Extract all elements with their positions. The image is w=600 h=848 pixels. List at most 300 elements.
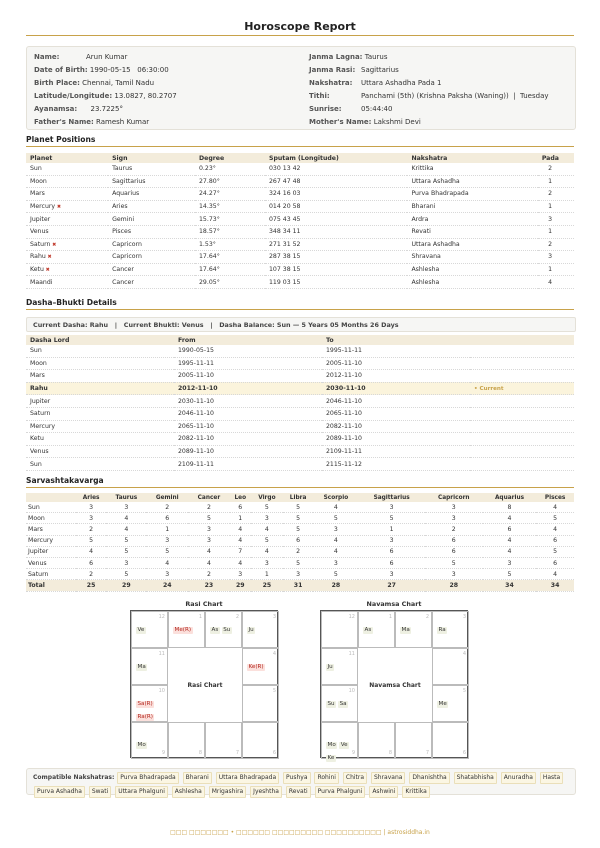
sarva-cell: 3 [251, 557, 283, 568]
sarva-cell: 4 [188, 557, 229, 568]
sarva-cell: 5 [313, 513, 358, 524]
chart-house [168, 722, 205, 759]
dasha-to-cell: 2065-11-10 [322, 407, 470, 420]
table-row [26, 163, 574, 175]
chart-house [242, 611, 279, 648]
father-label: Father's Name: [34, 118, 94, 126]
planet-sputam-cell: 075 43 45 [265, 213, 407, 226]
chart-house [205, 611, 242, 648]
sarva-cell: 6 [283, 535, 314, 546]
dasha-summary: Current Dasha: Rahu | Current Bhukti: Venus | Dasha Balance: Sun — 5 Years 05 Months 26 Days [33, 321, 399, 329]
planet-col-header: Planet [26, 153, 108, 163]
table-row [26, 569, 574, 580]
house-number: 8 [388, 750, 392, 756]
dasha-current-cell [470, 407, 574, 420]
planet-table-header [26, 153, 574, 163]
table-row [26, 345, 574, 357]
place-row [34, 79, 154, 87]
chart-house [358, 611, 395, 648]
table-row [26, 200, 574, 213]
table-row [26, 370, 574, 383]
dasha-from-cell: 2109-11-11 [174, 458, 322, 471]
dasha-current-cell [470, 370, 574, 383]
planet-pada-cell: 2 [538, 188, 574, 201]
planet-degree-cell: 27.80° [195, 175, 265, 188]
dasha-lord-cell: Venus [26, 445, 174, 458]
sarva-col-header: Aquarius [483, 493, 536, 502]
latlon-row [34, 92, 177, 100]
house-number: 2 [425, 614, 429, 620]
planet-degree-cell: 18.57° [195, 225, 265, 238]
sarva-divider [26, 487, 574, 488]
dasha-current-cell [470, 433, 574, 446]
table-row [26, 395, 574, 408]
sarva-cell: 4 [106, 513, 146, 524]
planet-name: Mercury [30, 203, 56, 211]
table-row [26, 175, 574, 188]
sarva-cell: 28 [313, 580, 358, 591]
sarva-cell: 2 [283, 546, 314, 557]
table-row [26, 513, 574, 524]
sarva-cell: 6 [358, 546, 424, 557]
house-planets [436, 622, 466, 635]
dasha-from-cell: 2089-11-10 [174, 445, 322, 458]
house-planets [246, 659, 276, 672]
mother-value: Lakshmi Devi [373, 118, 421, 126]
tithi-label: Tithi: [309, 92, 330, 100]
rasi-chart [130, 610, 278, 758]
sarva-cell: 4 [106, 524, 146, 535]
sarva-cell: 3 [358, 502, 424, 513]
sarva-col-header: Taurus [106, 493, 146, 502]
sarva-heading: Sarvashtakavarga [26, 476, 104, 485]
planet-degree-cell: 14.35° [195, 200, 265, 213]
planet-chip: Ke(R) [248, 664, 264, 670]
chart-house [131, 648, 168, 685]
lagna-label: Janma Lagna: [309, 53, 363, 61]
dasha-from-cell: 2030-11-10 [174, 395, 322, 408]
table-row [26, 251, 574, 264]
sarva-cell: Total [26, 580, 76, 591]
planet-sputam-cell: 271 31 52 [265, 238, 407, 251]
sarva-table [26, 493, 574, 592]
chart-house [358, 722, 395, 759]
nakshatra-chip: Uttara Phalguni [115, 786, 168, 798]
dasha-to-cell: 1995-11-11 [322, 345, 470, 357]
dasha-lord-cell: Mars [26, 370, 174, 383]
chart-house [321, 648, 358, 685]
dasha-lord-cell: Rahu [26, 382, 174, 395]
dasha-to-cell: 2089-11-10 [322, 433, 470, 446]
sarva-cell: 5 [536, 513, 574, 524]
planet-chip: Ju [248, 627, 254, 633]
planet-degree-cell: 29.05° [195, 276, 265, 289]
sarva-cell: 3 [188, 524, 229, 535]
sarva-cell: Moon [26, 513, 76, 524]
table-row [26, 357, 574, 370]
planet-name-cell [26, 213, 108, 226]
sarva-cell: 4 [483, 535, 536, 546]
sarva-cell: 5 [283, 524, 314, 535]
sarva-cell: 3 [425, 513, 483, 524]
sarva-cell: 1 [358, 524, 424, 535]
latlon-value: 13.0827, 80.2707 [114, 92, 177, 100]
sarva-col-header: Scorpio [313, 493, 358, 502]
sarva-cell: 3 [313, 524, 358, 535]
sarva-cell: 5 [146, 546, 188, 557]
planet-sputam-cell: 348 34 11 [265, 225, 407, 238]
sarva-cell: 25 [76, 580, 107, 591]
planet-chip: Mo [327, 742, 336, 748]
planet-name-cell [26, 238, 108, 251]
dasha-lord-cell: Sun [26, 345, 174, 357]
dasha-col-spacer [470, 335, 574, 345]
nakshatra-chip: Purva Ashadha [34, 786, 85, 798]
planet-col-header: Sputam (Longitude) [265, 153, 407, 163]
sarva-cell: 5 [251, 535, 283, 546]
planet-name: Ketu [30, 266, 44, 274]
planet-col-header: Pada [538, 153, 574, 163]
tithi-value: Panchami (5th) (Krishna Paksha (Waning)) | Tuesday [361, 92, 549, 100]
sarva-cell: 2 [146, 502, 188, 513]
sunrise-row [309, 105, 393, 113]
sarva-cell: 5 [283, 513, 314, 524]
house-planets [436, 696, 466, 709]
sarva-cell: 4 [483, 513, 536, 524]
house-number: 9 [161, 750, 165, 756]
planet-degree-cell: 1.53° [195, 238, 265, 251]
sarva-cell: 4 [230, 524, 251, 535]
table-row [26, 535, 574, 546]
planet-sign-cell: Gemini [108, 213, 195, 226]
sarva-cell: 27 [358, 580, 424, 591]
dasha-current-cell [470, 357, 574, 370]
nakshatra-chip: Mrigashira [209, 786, 247, 798]
chart-house [242, 685, 279, 722]
table-row [26, 382, 574, 395]
table-row [26, 433, 574, 446]
sarva-col-header: Sagittarius [358, 493, 424, 502]
chart-house [432, 685, 469, 722]
sarva-col-header: Capricorn [425, 493, 483, 502]
planet-name-cell [26, 200, 108, 213]
name-row [34, 53, 128, 61]
sarva-cell: 4 [483, 546, 536, 557]
sarva-cell: 3 [106, 502, 146, 513]
name-value: Arun Kumar [86, 53, 128, 61]
sarva-cell: 4 [251, 524, 283, 535]
nakshatra-chip: Anuradha [501, 772, 536, 784]
sarva-cell: 25 [251, 580, 283, 591]
house-number: 12 [348, 614, 355, 620]
compatible-nakshatras-list [33, 771, 571, 799]
sarva-cell: Jupiter [26, 546, 76, 557]
sarva-cell: 5 [483, 569, 536, 580]
planet-name-cell [26, 225, 108, 238]
chart-house [432, 648, 469, 685]
planet-degree-cell: 17.64° [195, 251, 265, 264]
sarva-cell: 4 [536, 569, 574, 580]
planet-name-cell [26, 188, 108, 201]
house-planets [135, 696, 165, 722]
house-planets [325, 737, 355, 763]
retrograde-icon: ✖ [45, 254, 52, 261]
sarva-cell: 2 [188, 502, 229, 513]
sunrise-label: Sunrise: [309, 105, 342, 113]
planet-sign-cell: Sagittarius [108, 175, 195, 188]
nakshatra-chip: Uttara Bhadrapada [216, 772, 279, 784]
planet-name: Jupiter [30, 215, 51, 223]
dasha-from-cell: 2065-11-10 [174, 420, 322, 433]
sarva-cell: 4 [313, 502, 358, 513]
dob-label: Date of Birth: [34, 66, 88, 74]
dasha-col-header: From [174, 335, 322, 345]
dasha-table-header [26, 335, 574, 345]
planet-name-cell [26, 263, 108, 276]
footer: □□□ □□□□□□□ • □□□□□□ □□□□□□□□□ □□□□□□□□□□ | astrosiddha.in [170, 829, 430, 836]
nakshatra-chip: Ashwini [369, 786, 398, 798]
dasha-table [26, 335, 574, 471]
sarva-cell: 2 [76, 524, 107, 535]
dasha-current-cell [470, 445, 574, 458]
planet-nakshatra-cell: Krittika [407, 163, 537, 175]
dasha-from-cell: 1990-05-15 [174, 345, 322, 357]
planet-col-header: Nakshatra [407, 153, 537, 163]
house-number: 6 [272, 750, 276, 756]
chart-house [242, 722, 279, 759]
dasha-to-cell: 2082-11-10 [322, 420, 470, 433]
chart-house [131, 722, 168, 759]
navamsa-chart [320, 610, 468, 761]
planet-chip: Ju [327, 664, 333, 670]
dasha-col-header: Dasha Lord [26, 335, 174, 345]
dasha-from-cell: 2046-11-10 [174, 407, 322, 420]
dasha-lord-cell: Jupiter [26, 395, 174, 408]
nakshatra-value: Uttara Ashadha Pada 1 [361, 79, 442, 87]
chart-house [395, 722, 432, 759]
sarva-cell: 5 [313, 569, 358, 580]
planet-sign-cell: Cancer [108, 276, 195, 289]
house-planets [209, 622, 239, 635]
planet-pada-cell: 4 [538, 276, 574, 289]
sarva-cell: 4 [146, 557, 188, 568]
house-number: 7 [425, 750, 429, 756]
dasha-heading: Dasha–Bhukti Details [26, 298, 117, 307]
sarva-cell: 6 [358, 557, 424, 568]
nakshatra-chip: Shatabhisha [454, 772, 497, 784]
nakshatra-chip: Purva Bhadrapada [117, 772, 178, 784]
planet-nakshatra-cell: Revati [407, 225, 537, 238]
planet-chip: Ke [327, 755, 335, 761]
planet-sign-cell: Capricorn [108, 238, 195, 251]
sarva-cell: 6 [146, 513, 188, 524]
planet-name: Venus [30, 228, 49, 236]
sarva-cell: Sun [26, 502, 76, 513]
house-number: 5 [272, 688, 276, 694]
rasi-row [309, 66, 399, 74]
table-row [26, 580, 574, 591]
sarva-cell: 3 [76, 513, 107, 524]
planet-chip: Ve [137, 627, 145, 633]
sarva-cell: 3 [358, 569, 424, 580]
chart-house [242, 648, 279, 685]
chart-house [131, 685, 168, 722]
father-value: Ramesh Kumar [96, 118, 150, 126]
sarva-cell: 5 [425, 557, 483, 568]
nakshatra-chip: Swati [89, 786, 111, 798]
sarva-cell: 5 [283, 557, 314, 568]
title-divider [26, 35, 574, 36]
nakshatra-chip: Purva Phalguni [315, 786, 366, 798]
planet-name: Sun [30, 165, 42, 173]
nakshatra-chip: Ashlesha [172, 786, 205, 798]
sarva-col-header: Leo [230, 493, 251, 502]
sarva-col-header: Cancer [188, 493, 229, 502]
planet-pada-cell: 1 [538, 225, 574, 238]
sarva-cell: Saturn [26, 569, 76, 580]
nakshatra-chip: Dhanishtha [409, 772, 449, 784]
house-number: 11 [158, 651, 165, 657]
table-row [26, 407, 574, 420]
planet-positions-divider [26, 146, 574, 147]
place-label: Birth Place: [34, 79, 80, 87]
sarva-cell: 29 [106, 580, 146, 591]
planet-sputam-cell: 324 16 03 [265, 188, 407, 201]
sarva-cell: 23 [188, 580, 229, 591]
chart-house [168, 611, 205, 648]
planet-chip: Su [223, 627, 231, 633]
planet-name-cell [26, 276, 108, 289]
sarva-cell: Mars [26, 524, 76, 535]
house-number: 10 [158, 688, 165, 694]
planet-name: Rahu [30, 253, 46, 261]
planet-sputam-cell: 107 38 15 [265, 263, 407, 276]
planet-chip: Sa(R) [137, 701, 153, 707]
dasha-lord-cell: Saturn [26, 407, 174, 420]
compatible-label: Compatible Nakshatras: [33, 774, 115, 781]
planet-chip: As [364, 627, 372, 633]
planet-name: Saturn [30, 240, 51, 248]
nakshatra-chip: Chitra [343, 772, 367, 784]
sarva-cell: 5 [536, 546, 574, 557]
table-row [26, 276, 574, 289]
dasha-col-header: To [322, 335, 470, 345]
dasha-divider [26, 309, 574, 310]
dasha-current-cell [470, 420, 574, 433]
table-row [26, 445, 574, 458]
planet-chip: Sa [339, 701, 347, 707]
planet-nakshatra-cell: Bharani [407, 200, 537, 213]
planet-pada-cell: 2 [538, 163, 574, 175]
house-number: 7 [235, 750, 239, 756]
navamsa-chart-title: Navamsa Chart [366, 600, 422, 608]
sarva-cell: 1 [230, 513, 251, 524]
planet-degree-cell: 24.27° [195, 188, 265, 201]
sarva-cell: 3 [313, 557, 358, 568]
chart-house [321, 722, 358, 759]
sarva-cell: 3 [230, 569, 251, 580]
table-row [26, 458, 574, 471]
house-planets [135, 622, 165, 635]
dasha-to-cell: 2012-11-10 [322, 370, 470, 383]
planet-chip: Ve [340, 742, 348, 748]
sarva-cell: Mercury [26, 535, 76, 546]
father-row [34, 118, 149, 126]
sarva-col-header [26, 493, 76, 502]
sarva-cell: 4 [230, 535, 251, 546]
planet-sputam-cell: 267 47 48 [265, 175, 407, 188]
planet-chip: Mo [137, 742, 146, 748]
mother-label: Mother's Name: [309, 118, 372, 126]
nakshatra-row [309, 79, 442, 87]
table-row [26, 225, 574, 238]
sarva-cell: 4 [251, 546, 283, 557]
sarva-col-header: Pisces [536, 493, 574, 502]
sarva-cell: 1 [146, 524, 188, 535]
dasha-current-cell: • Current [470, 382, 574, 395]
planet-chip: Ma [401, 627, 410, 633]
sarva-cell: 7 [230, 546, 251, 557]
retrograde-icon: ✖ [43, 267, 50, 274]
planet-name: Maandi [30, 278, 53, 286]
chart-house [395, 611, 432, 648]
sarva-cell: 2 [76, 569, 107, 580]
planet-chip: Ra(R) [137, 714, 153, 720]
sarva-cell: 3 [483, 557, 536, 568]
sarva-cell: Venus [26, 557, 76, 568]
house-number: 10 [348, 688, 355, 694]
planet-chip: As [211, 627, 219, 633]
sarva-cell: 5 [76, 535, 107, 546]
chart-house [432, 722, 469, 759]
planet-sign-cell: Pisces [108, 225, 195, 238]
nakshatra-chip: Revati [286, 786, 311, 798]
sarva-cell: 3 [146, 535, 188, 546]
compatible-nakshatras-box [26, 768, 576, 795]
planet-degree-cell: 0.23° [195, 163, 265, 175]
nakshatra-chip: Bharani [183, 772, 212, 784]
sarva-cell: 3 [358, 535, 424, 546]
rasi-value: Sagittarius [361, 66, 399, 74]
sarva-cell: 3 [76, 502, 107, 513]
chart-house [205, 722, 242, 759]
table-row [26, 188, 574, 201]
sarva-cell: 5 [106, 546, 146, 557]
sarva-cell: 4 [188, 546, 229, 557]
planet-degree-cell: 15.73° [195, 213, 265, 226]
planet-positions-table [26, 153, 574, 289]
rasi-label: Janma Rasi: [309, 66, 356, 74]
sunrise-value: 05:44:40 [361, 105, 393, 113]
dasha-from-cell: 2082-11-10 [174, 433, 322, 446]
sarva-cell: 6 [230, 502, 251, 513]
retrograde-icon: ✖ [50, 241, 57, 248]
table-row [26, 213, 574, 226]
house-number: 4 [462, 651, 466, 657]
sarva-col-header: Virgo [251, 493, 283, 502]
chart-house [131, 611, 168, 648]
sarva-cell: 3 [425, 569, 483, 580]
ayanamsa-label: Ayanamsa: [34, 105, 78, 113]
house-number: 8 [198, 750, 202, 756]
planet-chip: Me [438, 701, 447, 707]
latlon-label: Latitude/Longitude: [34, 92, 113, 100]
sarva-cell: 6 [536, 557, 574, 568]
chart-house [432, 611, 469, 648]
table-row [26, 502, 574, 513]
sarva-cell: 3 [106, 557, 146, 568]
planet-pada-cell: 2 [538, 238, 574, 251]
